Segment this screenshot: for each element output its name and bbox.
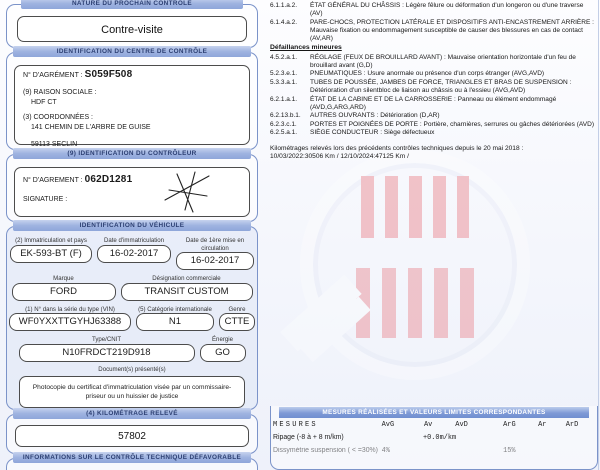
- vehicle-field-category: [136, 306, 214, 332]
- measures-row: [273, 447, 597, 455]
- documents-label: Document(s) présenté(s): [98, 365, 166, 373]
- measures-header-ard: ArD: [565, 421, 579, 429]
- defect-text: PNEUMATIQUES : Usure anormale ou présence d'un corps étranger (AVG,AVD): [310, 70, 545, 78]
- measure-label: Ripage: [273, 434, 295, 441]
- defect-item: [270, 96, 596, 112]
- make-value: FORD: [12, 283, 116, 301]
- center-address-line2: 59113 SECLIN: [31, 141, 78, 148]
- measure-avg: [381, 434, 423, 442]
- defect-text: TUBES DE POUSSÉE, JAMBES DE FORCE, TRIANGLES ET BRAS DE SUSPENSION : Détérioration d'un silentbloc de liaison au châssis ou à l'essieu (AVG,AVD): [310, 78, 572, 94]
- defect-code: 6.2.3.c.1.: [270, 120, 297, 128]
- vehicle-field-genre: [219, 306, 255, 332]
- measures-header-arg: ArG: [503, 421, 516, 429]
- measure-avd: [456, 434, 504, 442]
- model-label: Désignation commerciale: [152, 275, 221, 282]
- type-value: N10FRDCT219D918: [19, 344, 195, 362]
- defect-code: 4.5.2.a.1.: [270, 53, 298, 61]
- vehicle-field-model: [121, 275, 253, 301]
- vehicle-field-plate: [10, 237, 92, 270]
- center-address-line1: 141 CHEMIN DE L'ARBRE DE GUISE: [31, 124, 151, 131]
- controller-box: [14, 167, 250, 217]
- measure-label: Dissymétrie suspension: [273, 447, 346, 454]
- measure-avg: 4%: [381, 447, 390, 455]
- measure-ar: [538, 447, 566, 455]
- defect-code: 6.1.1.a.2.: [270, 2, 298, 9]
- next-control-title: NATURE DU PROCHAIN CONTROLE: [21, 0, 243, 9]
- make-label: Marque: [53, 275, 74, 282]
- measures-header-av: Av: [423, 421, 433, 429]
- category-value: N1: [136, 313, 214, 331]
- measures-header-ar: Ar: [538, 421, 547, 429]
- defect-text: PORTES ET POIGNÉES DE PORTE : Portière, charnières, serrures ou gâches détériorées (AVD): [310, 120, 595, 128]
- mileage-history-line2: 10/03/2022:30506 Km / 12/10/2024:47125 Km /: [270, 153, 409, 161]
- page-edge-line: [598, 0, 599, 470]
- measure-name: [273, 447, 382, 455]
- controller-agrement-value: 062D1281: [84, 174, 133, 185]
- center-raison-label: (9) RAISON SOCIALE :: [23, 89, 97, 96]
- vehicle-row-vin: [7, 306, 257, 332]
- controller-panel: [6, 150, 258, 222]
- controller-signature-label: SIGNATURE :: [23, 196, 68, 203]
- vehicle-field-first-circ: [176, 237, 254, 270]
- measure-arg: 15%: [503, 447, 516, 455]
- defect-text: ÉTAT GÉNÉRAL DU CHÂSSIS : Légère fêlure ou déformation d'un longeron ou d'une traverse (AV): [310, 2, 584, 18]
- vehicle-row-type: [7, 336, 257, 362]
- defect-code: 5.2.3.e.1.: [270, 70, 298, 78]
- measures-header-row: [273, 421, 597, 429]
- control-center-box: [14, 65, 250, 148]
- defects-list: [270, 2, 596, 162]
- vehicle-panel: [6, 222, 258, 410]
- defect-item: [270, 129, 596, 137]
- vehicle-row-registration: [7, 237, 257, 270]
- first-circ-label: Date de 1ère mise en circulation: [185, 237, 245, 252]
- reg-date-label: Date d'immatriculation: [103, 237, 165, 244]
- measure-limits: (-8 à + 8 m/km): [296, 434, 344, 441]
- defect-item: [270, 70, 596, 78]
- vehicle-field-vin: [9, 306, 131, 332]
- vehicle-field-type: [19, 336, 195, 362]
- control-center-title: IDENTIFICATION DU CENTRE DE CONTRÔLE: [13, 46, 251, 57]
- defect-text: RÉGLAGE (FEUX DE BROUILLARD AVANT) : Mauvaise orientation horizontale d'un feu de brouillard avant (G,D): [310, 53, 576, 69]
- vehicle-title: IDENTIFICATION DU VÉHICULE: [13, 220, 251, 231]
- defect-item: [270, 121, 596, 129]
- vehicle-field-reg-date: [97, 237, 171, 270]
- defect-item: [270, 79, 596, 95]
- defect-text: ÉTAT DE LA CABINE ET DE LA CARROSSERIE : Panneau ou élément endommagé (AVD,G,ARG,ARD): [310, 95, 557, 111]
- mileage-history-line1: Kilométrages relevés lors des précédents contrôles techniques depuis le 20 mai 2018 :: [270, 144, 524, 152]
- measures-header-name: MESURES: [273, 421, 318, 429]
- documents-value: Photocopie du certificat d'immatriculation visée par un commissaire-priseur ou un huissier de justice: [19, 376, 245, 408]
- unfavorable-info-panel: [6, 454, 258, 470]
- plate-label: (2) Immatriculation et pays: [15, 237, 87, 244]
- mileage-history: [270, 145, 596, 162]
- reg-date-value: 16-02-2017: [97, 245, 171, 263]
- category-label: (5) Catégorie internationale: [138, 305, 212, 313]
- defect-text: PARE-CHOCS, PROTECTION LATÉRALE ET DISPOSITIFS ANTI-ENCASTREMENT ARRIÈRE : Mauvaise fixation ou endommagement susceptible de causer des blessures en cas de contact (AV,AR): [310, 18, 594, 42]
- energy-value: GO: [200, 344, 246, 362]
- measure-ard: [566, 434, 597, 442]
- center-agrement-row: [23, 70, 249, 81]
- measure-av: [424, 447, 455, 455]
- genre-label: Genre: [228, 305, 246, 313]
- vehicle-field-energy: [200, 336, 246, 362]
- defect-item: [270, 54, 596, 70]
- mileage-value: 57802: [15, 425, 249, 447]
- measure-ar: [538, 434, 565, 442]
- model-value: TRANSIT CUSTOM: [121, 283, 253, 301]
- defect-item: [270, 112, 596, 120]
- energy-label: Énergie: [211, 336, 233, 343]
- measure-name: [273, 434, 381, 442]
- controller-agrement-label: N° D'AGREMENT :: [23, 177, 83, 184]
- defect-code: 5.3.3.a.1.: [270, 78, 298, 86]
- handwritten-signature: [163, 170, 215, 214]
- defect-code: 6.2.13.b.1.: [270, 112, 301, 120]
- controller-agrement-row: [23, 175, 249, 186]
- next-control-panel: [6, 0, 258, 48]
- measure-arg: [504, 434, 539, 442]
- mileage-panel: [6, 410, 258, 454]
- measures-header-avg: AvG: [381, 421, 395, 429]
- unfavorable-info-title: INFORMATIONS SUR LE CONTRÔLE TECHNIQUE DÉFAVORABLE: [13, 452, 251, 463]
- control-center-panel: [6, 48, 258, 150]
- left-column: [0, 0, 268, 470]
- vin-label: (1) N° dans la série du type (VIN): [25, 305, 115, 313]
- center-raison-value: HDF CT: [31, 99, 57, 106]
- defect-text: SIÈGE CONDUCTEUR : Siège défectueux: [310, 129, 435, 137]
- next-control-value: Contre-visite: [17, 16, 247, 42]
- vin-value: WF0YXXTTGYHJ63388: [9, 313, 131, 331]
- measures-header-avd: AvD: [455, 421, 468, 429]
- controller-title: (9) IDENTIFICATION DU CONTRÔLEUR: [13, 148, 251, 159]
- measures-title: MESURES RÉALISÉES ET VALEURS LIMITES CORRESPONDANTES: [279, 407, 589, 418]
- right-column: [268, 0, 600, 470]
- center-coordonnees-label: (3) COORDONNÉES :: [23, 114, 94, 121]
- mileage-title: (4) KILOMÉTRAGE RELEVÉ: [13, 408, 251, 419]
- defect-code: 6.2.5.a.1.: [270, 129, 298, 137]
- first-circ-value: 16-02-2017: [176, 252, 254, 270]
- measure-avd: [455, 447, 503, 455]
- center-agrement-label: N° D'AGRÉMENT :: [23, 72, 83, 79]
- center-agrement-value: S059F508: [84, 69, 133, 80]
- defect-item: [270, 19, 596, 43]
- defect-code: 6.1.4.a.2.: [270, 18, 298, 26]
- defect-code: 6.2.1.a.1.: [270, 95, 298, 103]
- type-label: Type/CNIT: [91, 336, 122, 343]
- measure-av: +0.0m/km: [423, 434, 457, 442]
- defect-text: AUTRES OUVRANTS : Détérioration (D,AR): [310, 112, 440, 120]
- defect-item: [270, 2, 596, 18]
- genre-value: CTTE: [219, 313, 255, 331]
- vehicle-field-make: [12, 275, 116, 301]
- vehicle-row-make: [7, 275, 257, 301]
- minor-defects-heading: Défaillances mineures: [270, 44, 342, 52]
- measure-ard: [566, 447, 597, 455]
- measure-limits: ( < =30%): [347, 447, 378, 454]
- measures-row: [273, 434, 597, 442]
- plate-value: EK-593-BT (F): [10, 245, 92, 263]
- measures-panel: [270, 406, 598, 470]
